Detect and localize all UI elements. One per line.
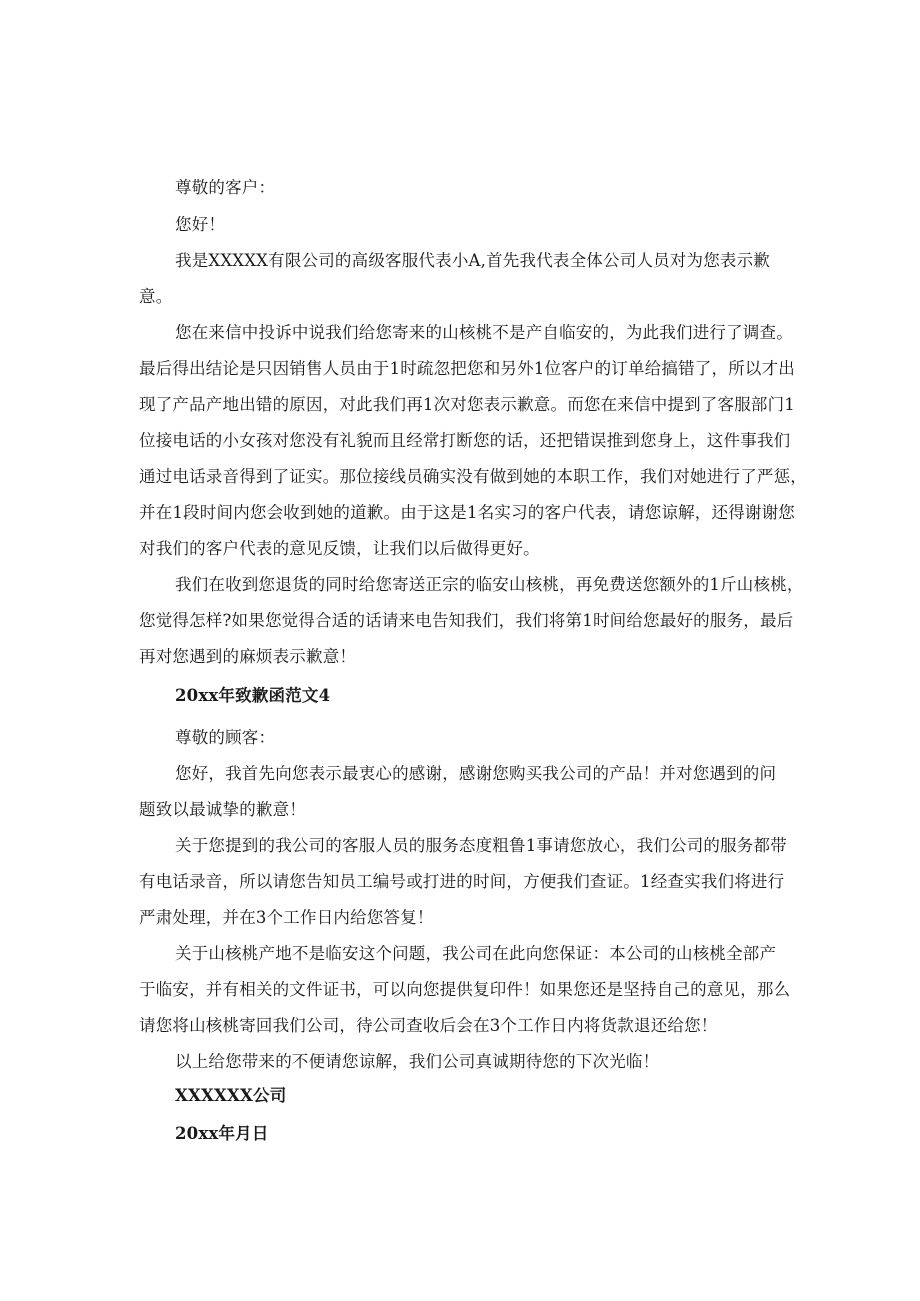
paragraph-line: 并在1段时间内您会收到她的道歉。由于这是1名实习的客户代表，请您谅解，还得谢谢您	[139, 503, 795, 522]
paragraph-line: 我们在收到您退货的同时给您寄送正宗的临安山核桃，再免费送您额外的1斤山核桃，	[175, 575, 804, 594]
paragraph-line: 您在来信中投诉中说我们给您寄来的山核桃不是产自临安的，为此我们进行了调查。	[175, 323, 793, 342]
closing-line: 以上给您带来的不便请您谅解，我们公司真诚期待您的下次光临！	[175, 1052, 660, 1071]
paragraph-line: 关于山核桃产地不是临安这个问题，我公司在此向您保证：本公司的山核桃全部产	[175, 944, 777, 963]
greeting: 您好！	[175, 215, 226, 234]
salutation: 尊敬的客户：	[175, 178, 276, 197]
intro-line: 意。	[139, 287, 173, 306]
signature-company: XXXXXX公司	[175, 1086, 287, 1105]
paragraph-line: 最后得出结论是只因销售人员由于1时疏忽把您和另外1位客户的订单给搞错了，所以才出	[139, 359, 795, 378]
paragraph-line: 题致以最诚挚的歉意！	[139, 800, 306, 819]
paragraph-line: 有电话录音，所以请您告知员工编号或打进的时间，方便我们查证。1经查实我们将进行	[139, 872, 785, 891]
paragraph-line: 严肃处理，并在3个工作日内给您答复！	[139, 908, 434, 927]
paragraph-line: 再对您遇到的麻烦表示歉意！	[139, 647, 357, 666]
paragraph-line: 您觉得怎样?如果您觉得合适的话请来电告知我们，我们将第1时间给您最好的服务，最后	[139, 611, 794, 630]
paragraph-line: 关于您提到的我公司的客服人员的服务态度粗鲁1事请您放心，我们公司的服务都带	[175, 836, 787, 855]
paragraph-line: 于临安，并有相关的文件证书，可以向您提供复印件！如果您还是坚持自己的意见，那么	[139, 980, 791, 999]
paragraph-line: 现了产品产地出错的原因，对此我们再1次对您表示歉意。而您在来信中提到了客服部门1	[139, 395, 795, 414]
paragraph-line: 对我们的客户代表的意见反馈，让我们以后做得更好。	[139, 539, 540, 558]
section-title: 20xx年致歉函范文4	[175, 686, 331, 705]
salutation: 尊敬的顾客：	[175, 728, 276, 747]
paragraph-line: 通过电话录音得到了证实。那位接线员确实没有做到她的本职工作，我们对她进行了严惩，	[139, 467, 807, 486]
intro-line: 我是XXXXX有限公司的高级客服代表小A,首先我代表全体公司人员对为您表示歉	[175, 251, 770, 270]
paragraph-line: 位接电话的小女孩对您没有礼貌而且经常打断您的话，还把错误推到您身上，这件事我们	[139, 431, 791, 450]
signature-date: 20xx年月日	[175, 1124, 269, 1143]
paragraph-line: 请您将山核桃寄回我们公司，待公司查收后会在3个工作日内将货款退还给您！	[139, 1016, 718, 1035]
paragraph-line: 您好，我首先向您表示最衷心的感谢，感谢您购买我公司的产品！并对您遇到的问	[175, 764, 777, 783]
